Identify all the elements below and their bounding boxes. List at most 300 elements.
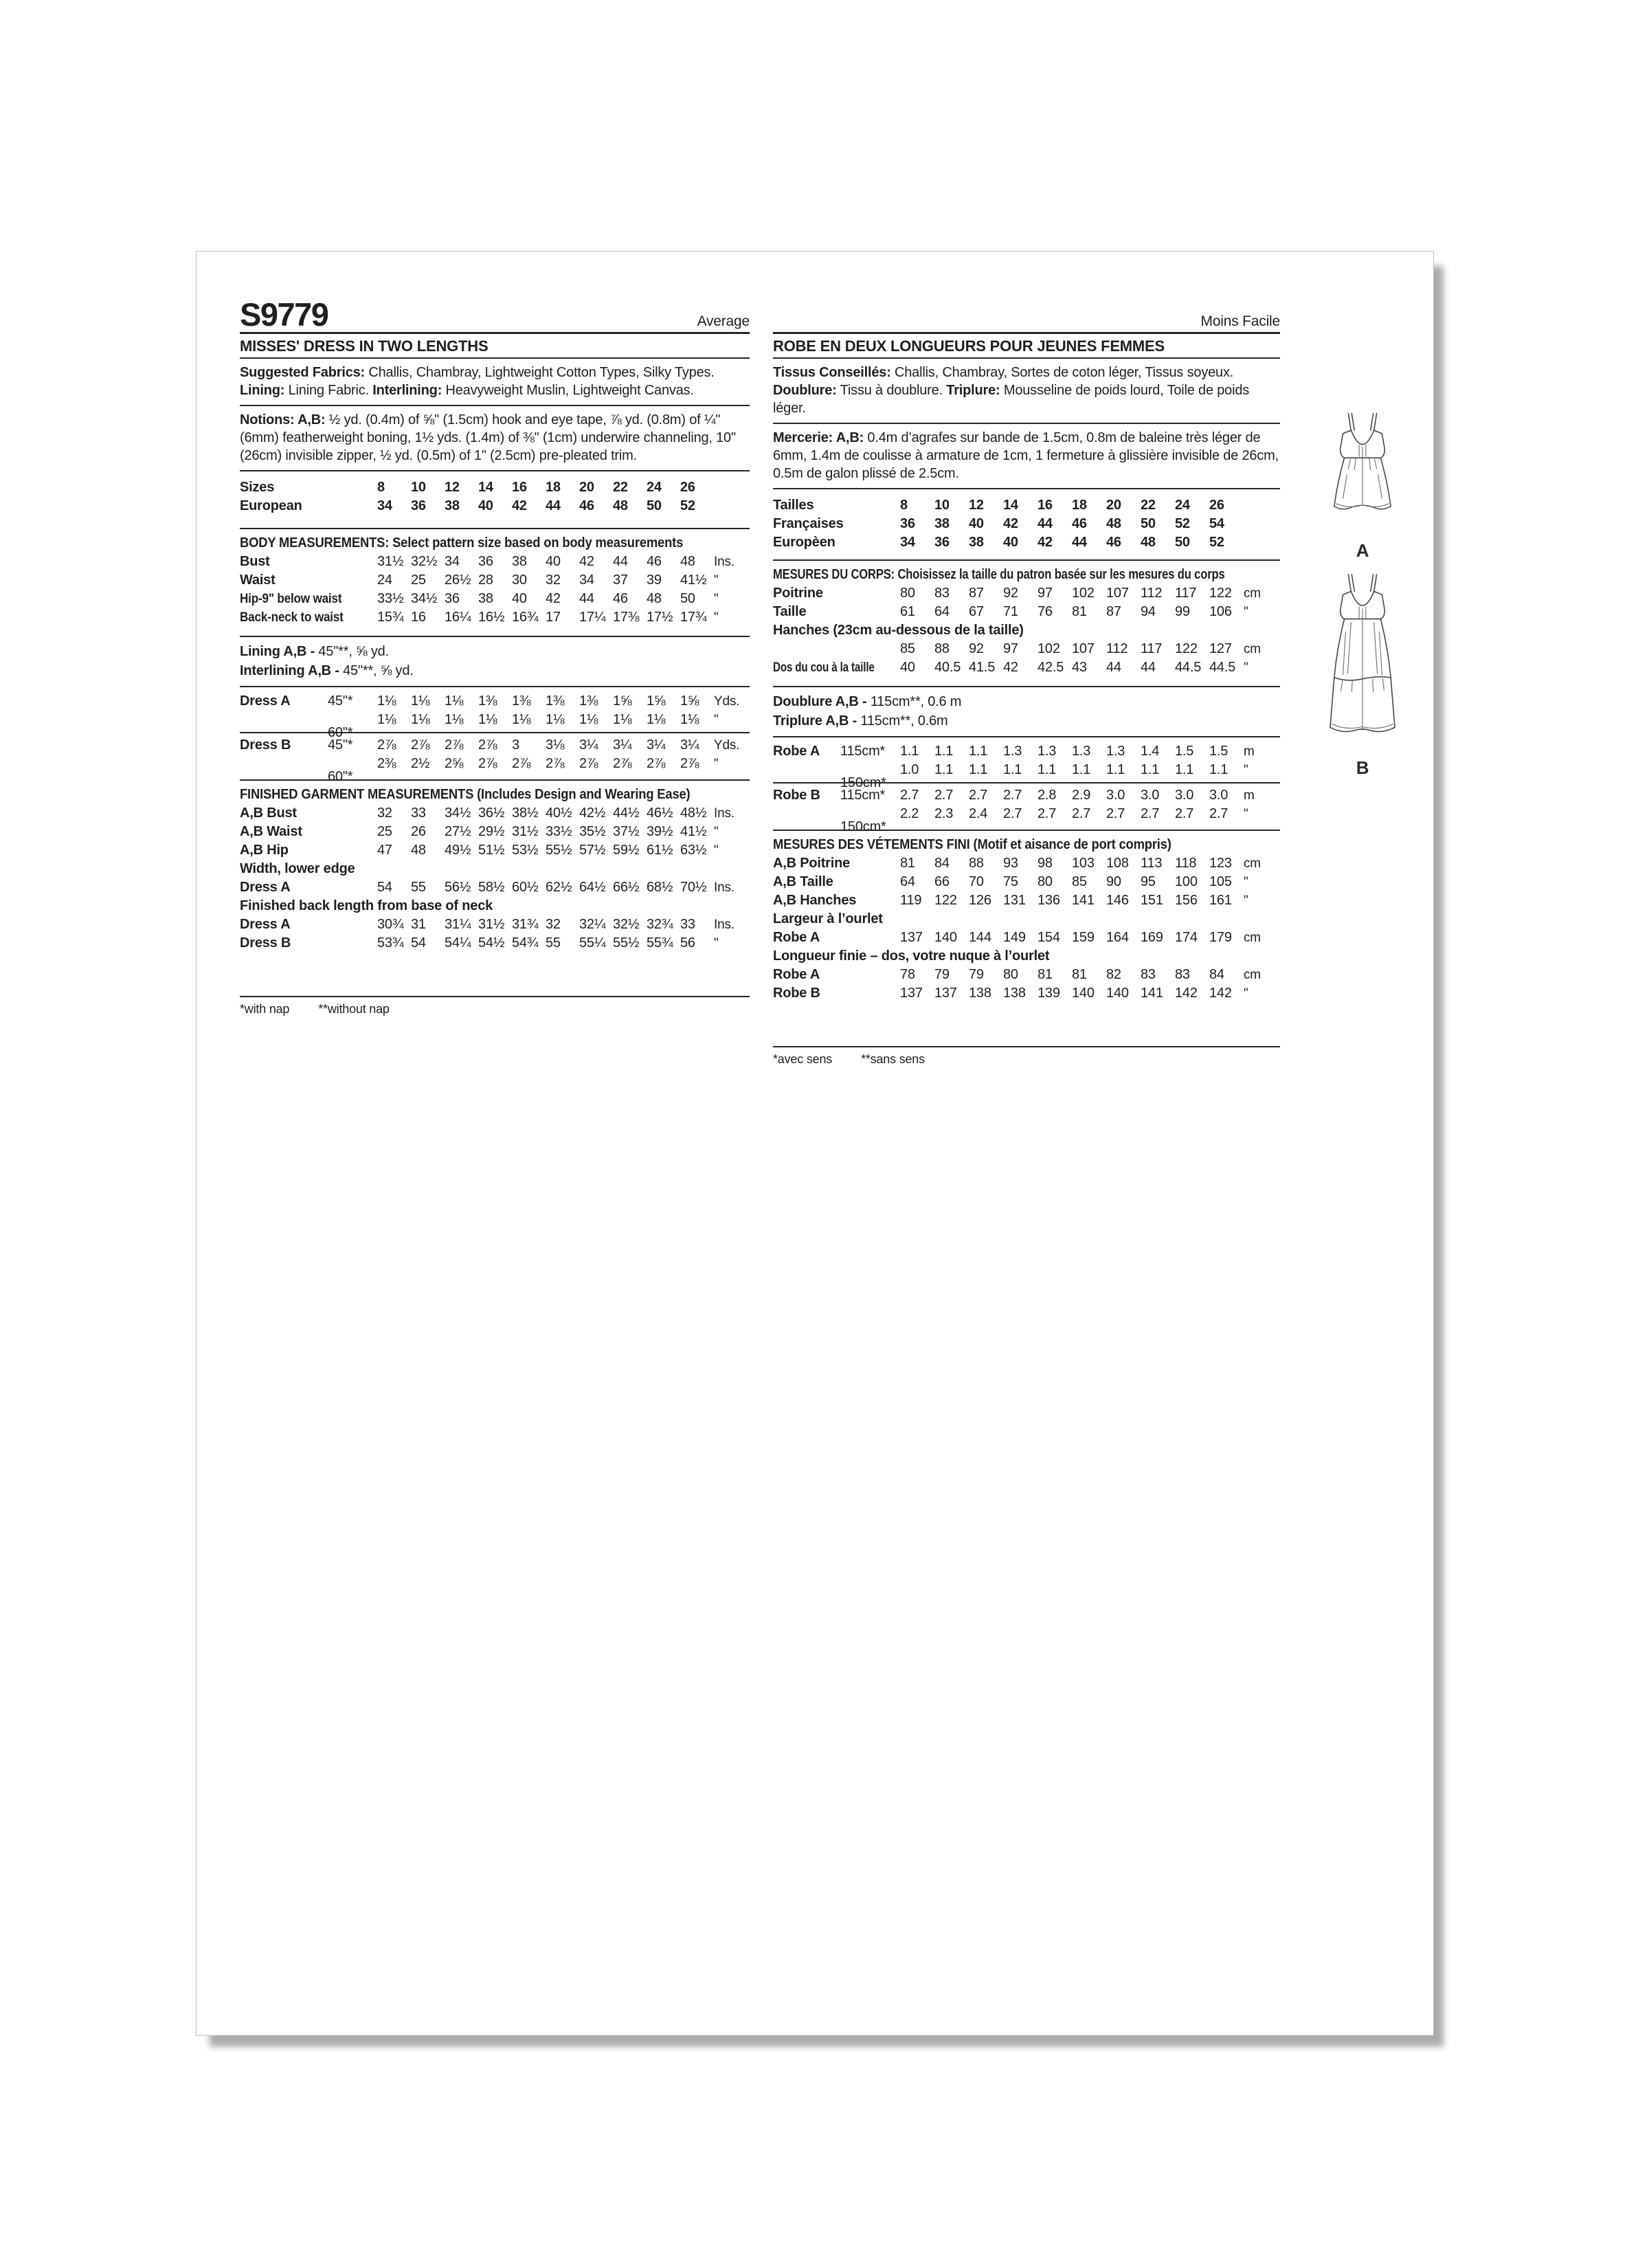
table-cell: 8: [377, 480, 385, 495]
footnote-avec-sens: *avec sens: [773, 1052, 833, 1066]
table-cell: 42: [546, 591, 561, 606]
footnote-en: [240, 996, 750, 1016]
doublure-note-fr: [773, 686, 1280, 736]
table-cell: 117: [1175, 586, 1197, 601]
unit-cell: cm: [1244, 968, 1261, 982]
table-cell: 64: [900, 874, 915, 889]
row-label: Sizes: [240, 480, 275, 495]
table-cell: 24: [377, 572, 392, 588]
table-cell: 2½: [411, 756, 430, 771]
row-label: Dos du cou à la taille: [773, 660, 875, 675]
table-cell: 61: [900, 604, 915, 619]
table-cell: 33: [411, 805, 426, 821]
table-cell: 1.5: [1175, 744, 1194, 759]
table-cell: 3.0: [1209, 788, 1229, 803]
row-label: A,B Waist: [240, 824, 302, 839]
mercerie-fr: [773, 424, 1280, 489]
fabric-width-sublabel: 115cm*: [840, 788, 886, 803]
table-cell: 3¼: [579, 737, 598, 753]
row-label: A,B Hanches: [773, 893, 857, 908]
fabric-width-sublabel: 60"*: [328, 769, 353, 784]
text-run: 115cm**, 0.6m: [860, 713, 948, 729]
table-cell: 1⅛: [445, 712, 464, 727]
table-cell: 32: [377, 805, 392, 821]
mesures-fini-table: [773, 854, 1280, 1003]
table-cell: 55¼: [579, 935, 606, 950]
table-cell: 30: [512, 572, 527, 588]
table-cell: 1.1: [934, 744, 954, 759]
table-cell: 42: [1003, 516, 1018, 531]
table-cell: 46: [1106, 535, 1121, 550]
unit-cell: cm: [1244, 856, 1261, 871]
table-cell: 1⅛: [579, 712, 598, 727]
table-cell: 70½: [680, 880, 707, 895]
table-cell: 174: [1175, 930, 1198, 945]
table-cell: 1⅛: [478, 712, 497, 727]
table-cell: 42: [1037, 535, 1053, 550]
dress-b-sketch: [1325, 571, 1400, 740]
row-label: A,B Taille: [773, 874, 833, 889]
table-cell: 2⅞: [445, 737, 464, 753]
lining-yardage-note-en: [240, 636, 750, 686]
table-cell: 24: [1175, 498, 1190, 513]
table-cell: 80: [1003, 967, 1018, 982]
table-cell: 60½: [512, 880, 539, 895]
table-row: [240, 732, 750, 755]
table-cell: 1.3: [1037, 744, 1057, 759]
table-cell: 1.1: [1209, 762, 1229, 777]
table-cell: 55¾: [647, 935, 673, 950]
table-cell: 79: [934, 967, 950, 982]
text-run: 45"**, ⅝ yd.: [318, 644, 389, 659]
table-cell: 46: [1072, 516, 1087, 531]
table-cell: 76: [1037, 604, 1053, 619]
fabric-width-sublabel: 115cm*: [840, 744, 886, 759]
table-cell: 34½: [411, 591, 438, 606]
table-row: [773, 891, 1280, 910]
table-cell: 142: [1175, 986, 1198, 1001]
table-cell: 38: [445, 498, 460, 513]
table-cell: 2.7: [1072, 806, 1091, 821]
table-cell: 75: [1003, 874, 1018, 889]
unit-cell: ": [714, 573, 719, 588]
table-cell: 39: [647, 572, 662, 588]
table-cell: 16: [1037, 498, 1053, 513]
table-cell: 37½: [613, 824, 640, 839]
table-cell: 48: [1106, 516, 1121, 531]
table-cell: 44.5: [1175, 660, 1202, 675]
table-cell: 144: [969, 930, 991, 945]
text-run: Challis, Chambray, Lightweight Cotton Types, Silky Types.: [365, 365, 715, 380]
table-cell: 46: [647, 554, 662, 569]
text-run: Challis, Chambray, Sortes de coton léger, Tissus soyeux.: [890, 365, 1234, 380]
table-cell: 39½: [647, 824, 673, 839]
table-row: [240, 590, 750, 608]
table-cell: 97: [1037, 586, 1053, 601]
table-row: [240, 755, 750, 784]
table-cell: 87: [969, 586, 984, 601]
sizes-table-fr: [773, 489, 1280, 559]
table-cell: 36: [900, 516, 915, 531]
table-row: [240, 804, 750, 823]
table-cell: 50: [680, 591, 695, 606]
table-cell: 112: [1106, 641, 1128, 656]
table-cell: 46: [613, 591, 628, 606]
table-cell: 169: [1141, 930, 1163, 945]
table-cell: 2⅝: [445, 756, 464, 771]
row-label: European: [240, 498, 302, 513]
table-cell: 50: [1141, 516, 1156, 531]
table-cell: 126: [969, 893, 991, 908]
table-cell: 10: [934, 498, 950, 513]
suggested-fabrics-en: [240, 359, 750, 406]
bold-run: Notions: A,B:: [240, 412, 326, 427]
table-row: [773, 929, 1280, 947]
table-cell: 164: [1106, 930, 1129, 945]
table-cell: 136: [1037, 893, 1060, 908]
table-cell: 53½: [512, 843, 539, 858]
table-cell: 102: [1072, 586, 1095, 601]
table-cell: 78: [900, 967, 915, 982]
table-cell: 17¼: [579, 610, 606, 625]
table-cell: 85: [900, 641, 915, 656]
text-run: Lining Fabric.: [284, 383, 373, 398]
table-cell: 54: [377, 880, 392, 895]
row-label: Robe B 115cm*: [773, 786, 900, 805]
table-cell: 1⅛: [613, 712, 632, 727]
table-cell: 88: [934, 641, 950, 656]
text-run: 45"**, ⅝ yd.: [343, 663, 414, 678]
table-cell: 84: [1209, 967, 1224, 982]
row-label: Poitrine: [773, 586, 823, 601]
table-cell: 2⅞: [680, 756, 699, 771]
table-cell: 36: [478, 554, 493, 569]
table-cell: 1.3: [1003, 744, 1022, 759]
table-cell: 1⅛: [411, 712, 430, 727]
table-cell: 83: [1175, 967, 1190, 982]
fabric-width-sublabel: 150cm*: [840, 775, 886, 790]
table-cell: 34: [579, 572, 594, 588]
table-row: [240, 478, 750, 497]
table-cell: 31¾: [512, 917, 539, 932]
table-cell: 2⅞: [377, 737, 396, 753]
unit-cell: ": [1244, 986, 1248, 1001]
table-cell: 2⅞: [478, 756, 497, 771]
row-label: Dress A: [240, 917, 291, 932]
table-cell: 56½: [445, 880, 471, 895]
row-label: Françaises: [773, 516, 844, 531]
table-cell: 179: [1209, 930, 1232, 945]
table-cell: 95: [1141, 874, 1156, 889]
yardage-table-en: [240, 686, 750, 784]
table-cell: 106: [1209, 604, 1232, 619]
table-cell: 159: [1072, 930, 1095, 945]
table-cell: 54: [411, 935, 426, 950]
table-cell: 2.9: [1072, 788, 1091, 803]
table-cell: 40: [1003, 535, 1018, 550]
table-cell: 40: [900, 660, 915, 675]
table-cell: 38½: [512, 805, 539, 821]
table-cell: 1⅛: [680, 712, 699, 727]
table-cell: 20: [579, 480, 594, 495]
table-cell: 44½: [613, 805, 640, 821]
english-column: [240, 296, 750, 1016]
table-cell: 1.5: [1209, 744, 1229, 759]
table-cell: 156: [1175, 893, 1198, 908]
fabric-width-sublabel: 45"*: [328, 737, 353, 753]
table-cell: 59½: [613, 843, 640, 858]
body-measurements-section-en: [240, 528, 750, 636]
table-row: [773, 854, 1280, 873]
table-cell: 31: [411, 917, 426, 932]
table-cell: 48: [680, 554, 695, 569]
table-cell: 41½: [680, 572, 707, 588]
fabric-width-sublabel: 45"*: [328, 693, 353, 709]
table-cell: 70: [969, 874, 984, 889]
table-cell: 35½: [579, 824, 606, 839]
text-run: ½ yd. (0.4m) of ⅝" (1.5cm) hook and eye tape, ⅞ yd. (0.8m) of ¼" (6mm) featherweight boning, 1½ yds. (1.4m) of ⅜" (1cm) underwire channeling, 10" (26cm) invisible zipper, ½ yd. (0.5m) of 1" (2.5cm) pre-pleated trim.: [240, 412, 736, 463]
table-cell: 112: [1141, 586, 1163, 601]
table-cell: 3.0: [1141, 788, 1160, 803]
table-cell: 27½: [445, 824, 471, 839]
row-label: Europèen: [773, 535, 835, 550]
table-cell: 1⅜: [546, 693, 565, 709]
table-row: [240, 823, 750, 841]
table-cell: 50: [647, 498, 662, 513]
table-cell: 14: [1003, 498, 1018, 513]
table-cell: 80: [1037, 874, 1053, 889]
table-cell: 2.3: [934, 806, 954, 821]
table-cell: 53¾: [377, 935, 404, 950]
header-en: [240, 296, 750, 334]
footnote-with-nap: *with nap: [240, 1002, 290, 1016]
table-cell: 37: [613, 572, 628, 588]
unit-cell: m: [1244, 744, 1255, 759]
table-cell: 138: [969, 986, 991, 1001]
table-cell: 48: [411, 843, 426, 858]
fabric-width-sublabel: 150cm*: [840, 819, 886, 834]
table-cell: 92: [969, 641, 984, 656]
table-cell: 42½: [579, 805, 606, 821]
table-cell: 146: [1106, 893, 1129, 908]
table-cell: 97: [1003, 641, 1018, 656]
table-cell: 2⅞: [579, 756, 598, 771]
doublure-line: [773, 692, 1280, 711]
table-cell: 44: [613, 554, 628, 569]
row-label: Taille: [773, 604, 807, 619]
table-cell: 87: [1106, 604, 1121, 619]
bold-run: Suggested Fabrics:: [240, 365, 365, 380]
finished-measurements-heading: FINISHED GARMENT MEASUREMENTS (Includes Design and Wearing Ease): [240, 787, 691, 802]
table-row: [773, 966, 1280, 984]
unit-cell: m: [1244, 788, 1255, 803]
table-cell: 43: [1072, 660, 1087, 675]
difficulty-rating-fr: Moins Facile: [1200, 313, 1280, 329]
table-cell: 40½: [546, 805, 572, 821]
row-label: A,B Bust: [240, 805, 297, 821]
unit-cell: ": [714, 936, 719, 950]
table-cell: 81: [900, 856, 915, 871]
view-b: [1297, 571, 1428, 779]
sizes-table-en: [240, 471, 750, 528]
table-row: [240, 571, 750, 590]
table-cell: 71: [1003, 604, 1018, 619]
bold-run: Mercerie: A,B:: [773, 430, 864, 445]
table-cell: 44: [1072, 535, 1087, 550]
metrage-table-fr: [773, 736, 1280, 834]
unit-cell: ": [714, 843, 719, 858]
table-row: [773, 533, 1280, 552]
table-cell: 140: [1106, 986, 1129, 1001]
table-cell: 1.1: [969, 744, 988, 759]
table-cell: 81: [1072, 967, 1087, 982]
notions-en: [240, 406, 750, 471]
table-cell: 2⅜: [377, 756, 396, 771]
table-cell: 18: [546, 480, 561, 495]
table-cell: 103: [1072, 856, 1095, 871]
unit-cell: Ins.: [714, 806, 734, 821]
table-row: [773, 584, 1280, 603]
garment-title-fr: ROBE EN DEUX LONGUEURS POUR JEUNES FEMMES: [773, 334, 1280, 359]
table-row: [773, 805, 1280, 834]
table-cell: 25: [377, 824, 392, 839]
table-cell: 48: [647, 591, 662, 606]
table-cell: 140: [934, 930, 957, 945]
table-cell: 40: [478, 498, 493, 513]
table-row: [773, 873, 1280, 891]
garment-views: [1297, 410, 1428, 779]
table-cell: 1.1: [900, 744, 919, 759]
row-label: Dress B 45"*: [240, 736, 377, 755]
table-cell: 2.7: [969, 788, 988, 803]
triplure-line: [773, 711, 1280, 731]
unit-cell: ": [1244, 893, 1248, 908]
table-cell: 102: [1037, 641, 1060, 656]
table-cell: 46½: [647, 805, 673, 821]
bold-run: Lining:: [240, 383, 285, 398]
table-cell: 38: [969, 535, 984, 550]
table-cell: 1⅝: [647, 693, 666, 709]
view-b-label: B: [1356, 757, 1369, 778]
unit-cell: cm: [1244, 642, 1261, 656]
table-cell: 3¼: [647, 737, 666, 753]
unit-cell: ": [714, 713, 719, 727]
table-cell: 131: [1003, 893, 1026, 908]
table-cell: 2⅞: [546, 756, 565, 771]
table-cell: 18: [1072, 498, 1087, 513]
table-cell: 28: [478, 572, 493, 588]
table-cell: 10: [411, 480, 426, 495]
table-cell: 1.1: [1037, 762, 1057, 777]
table-cell: 137: [900, 930, 923, 945]
table-cell: 141: [1141, 986, 1163, 1001]
interlining-line: [240, 661, 750, 680]
table-cell: 16: [411, 610, 426, 625]
table-cell: 34: [900, 535, 915, 550]
table-cell: 79: [969, 967, 984, 982]
table-cell: 2⅞: [411, 737, 430, 753]
table-cell: 61½: [647, 843, 673, 858]
table-row: [773, 640, 1280, 658]
table-cell: 31½: [377, 554, 404, 569]
text-run: Heavyweight Muslin, Lightweight Canvas.: [442, 383, 694, 398]
table-cell: 40: [512, 591, 527, 606]
table-cell: 12: [969, 498, 984, 513]
unit-cell: ": [1244, 875, 1248, 889]
bold-run: Doublure:: [773, 383, 837, 398]
table-cell: 140: [1072, 986, 1095, 1001]
unit-cell: ": [1244, 605, 1248, 619]
table-cell: 3¼: [613, 737, 632, 753]
mesures-du-corps-heading: MESURES DU CORPS: Choisissez la taille du patron basée sur les mesures du corps: [773, 567, 1225, 582]
table-cell: 141: [1072, 893, 1095, 908]
unit-cell: Yds.: [714, 738, 740, 753]
table-cell: 88: [969, 856, 984, 871]
row-label: Tailles: [773, 498, 814, 513]
row-label: Robe A: [773, 967, 820, 982]
table-cell: 1⅝: [613, 693, 632, 709]
unit-cell: ": [714, 592, 719, 606]
table-cell: 40: [546, 554, 561, 569]
table-cell: 24: [647, 480, 662, 495]
table-cell: 54¼: [445, 935, 471, 950]
table-cell: 2.7: [1209, 806, 1229, 821]
table-cell: 98: [1037, 856, 1053, 871]
row-label: A,B Poitrine: [773, 856, 851, 871]
table-cell: 3: [512, 737, 519, 753]
table-cell: 2.7: [1003, 806, 1022, 821]
table-cell: 127: [1209, 641, 1232, 656]
table-cell: 2.7: [1175, 806, 1194, 821]
unit-cell: Ins.: [714, 555, 734, 569]
text-run: Tissu à doublure.: [836, 383, 947, 398]
body-measurements-section-fr: [773, 559, 1280, 686]
table-cell: 139: [1037, 986, 1060, 1001]
table-cell: 40: [969, 516, 984, 531]
table-cell: 41½: [680, 824, 707, 839]
view-a: [1297, 410, 1428, 562]
table-row: [773, 603, 1280, 621]
suggested-fabrics-fr: [773, 359, 1280, 424]
table-cell: 51½: [478, 843, 505, 858]
table-cell: 122: [1175, 641, 1198, 656]
bold-run: Triplure:: [946, 383, 1000, 398]
table-cell: 38: [934, 516, 950, 531]
table-cell: 8: [900, 498, 908, 513]
table-cell: 137: [934, 986, 957, 1001]
table-cell: 42: [1003, 660, 1018, 675]
bold-run: Tissus Conseillés:: [773, 365, 891, 380]
table-row: [773, 496, 1280, 515]
unit-cell: ": [1244, 807, 1248, 821]
finished-measurements-section-en: [240, 779, 750, 961]
table-cell: 44.5: [1209, 660, 1236, 675]
table-cell: 1.4: [1141, 744, 1160, 759]
text-run: 115cm**, 0.6 m: [870, 694, 962, 709]
table-cell: 2.7: [900, 788, 919, 803]
table-cell: 48½: [680, 805, 707, 821]
text-run: 0.4m d’agrafes sur bande de 1.5cm, 0.8m de baleine très léger de 6mm, 1.4m de coulisse à armature de 1cm, 1 fermeture à glissière invisible de 26cm, 0.5m de galon plissé de 2.5cm.: [773, 430, 1279, 481]
table-cell: 44: [1037, 516, 1053, 531]
table-cell: 83: [934, 586, 950, 601]
table-cell: 58½: [478, 880, 505, 895]
table-cell: 82: [1106, 967, 1121, 982]
table-cell: 117: [1141, 641, 1163, 656]
table-cell: 3⅛: [546, 737, 565, 753]
table-cell: 63½: [680, 843, 707, 858]
table-cell: 26: [680, 480, 695, 495]
section-label: Longueur finie – dos, votre nuque à l’ourlet: [773, 948, 1050, 964]
